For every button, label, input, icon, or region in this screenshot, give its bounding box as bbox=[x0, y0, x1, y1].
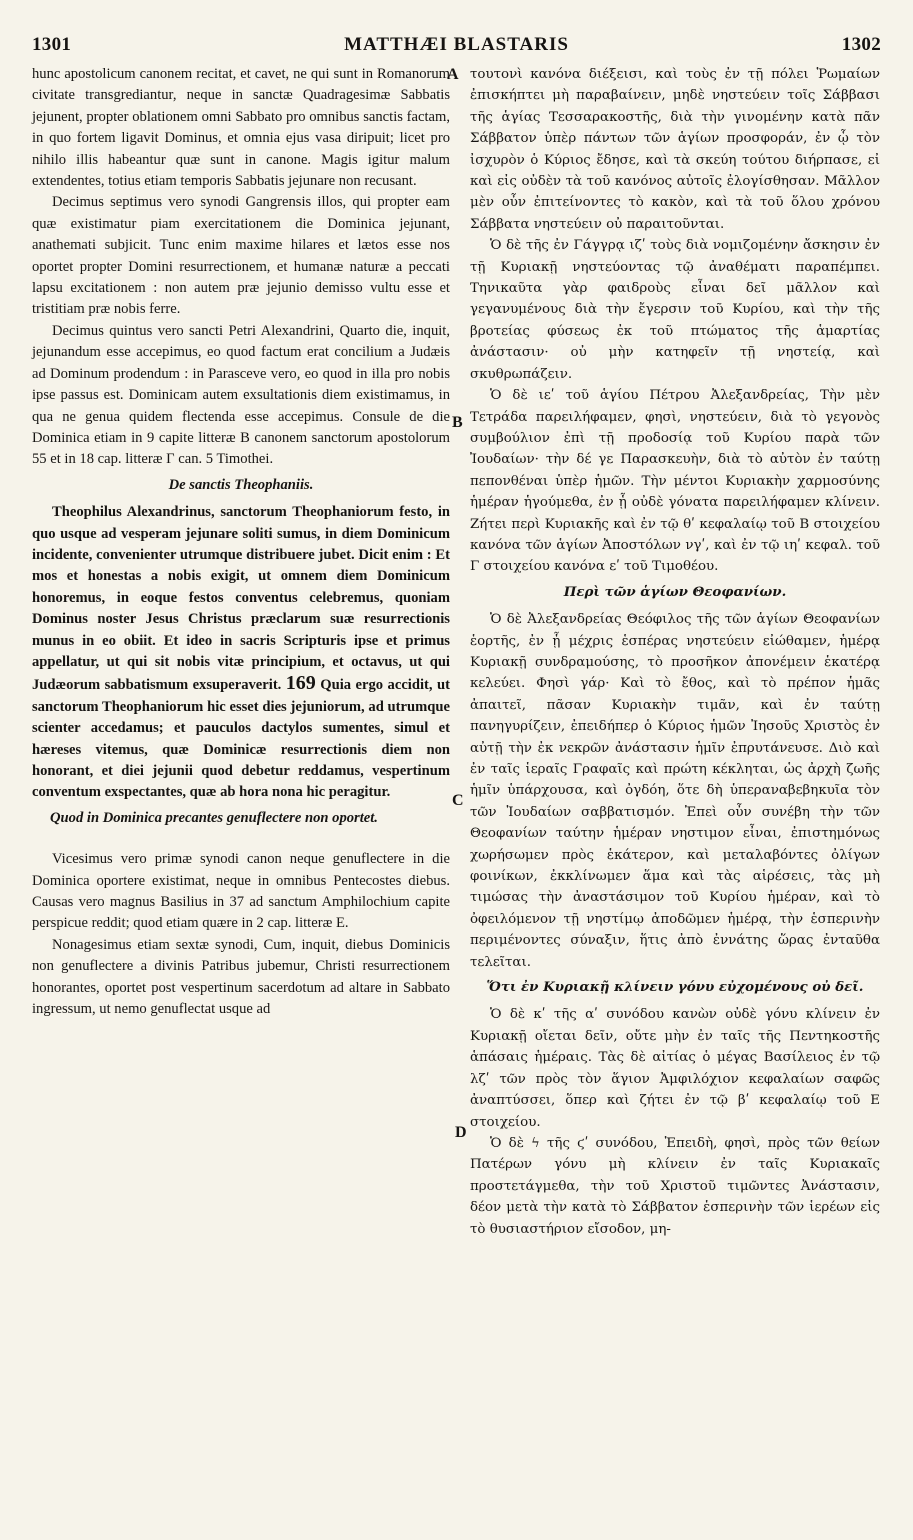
greek-paragraph: Ὁ δὲ ιεʹ τοῦ ἁγίου Πέτρου Ἀλεξανδρείας, Τὴν μὲν Τετράδα παρειλήφαμεν, φησὶ, νηστεύειν, διὰ τὸ γεγονὸς συμβούλιον ἐπὶ τῇ προδοσίᾳ τοῦ Κυρίου παρὰ τῶν Ἰουδαίων· τὴν δέ γε Παρασκευὴν, διὰ τὸ αὐτὸν ἐν ταύτῃ πεπονθέναι ὑπὲρ ἡμῶν. Τὴν μέντοι Κυριακὴν χαρμοσύνης ἡμέραν ἡγούμεθα, ἐν ᾗ οὐδὲ γόνατα παρειλήφαμεν κλίνειν. Ζήτει περὶ Κυριακῆς καὶ ἐν τῷ θʹ κεφαλαίῳ τοῦ Β στοιχείου κανόνα τῶν ἁγίων Ἀποστόλων νγʹ, καὶ ἐν τῷ ιηʹ κεφαλ. τοῦ Γ στοιχείου κανόνα εʹ τοῦ Τιμοθέου. bbox=[470, 388, 880, 575]
margin-letter-b: B bbox=[452, 414, 463, 431]
latin-paragraph: Vicesimus vero primæ synodi canon neque genuflectere in die Dominica oportere existimat, neque in omnibus Pentecostes diebus. Causas vero magnus Basilius in 37 ad sanctum Amphilochium capite perspicue reddit; quod etiam quære in 2 cap. litteræ E. bbox=[32, 851, 450, 932]
latin-section-heading: Quod in Dominica precantes genuflectere non oportet. bbox=[50, 809, 378, 826]
latin-paragraph: Nonagesimus etiam sextæ synodi, Cum, inquit, diebus Dominicis non genuflectere a divinis Patribus jubemur, Christi resurrectionem honorantes, oportet post vespertinum sacerdotum ad altare in Sabbato ingressum, ut nemo genuflectat usque ad bbox=[32, 936, 450, 1018]
greek-paragraph: Ὁ δὲ τῆς ἐν Γάγγρᾳ ιζʹ τοὺς διὰ νομιζομένην ἄσκησιν ἐν τῇ Κυριακῇ νηστεύοντας τῷ ἀναθέματι παραπέμπει. Τηνικαῦτα γὰρ φαιδροὺς εἶναι δεῖ μᾶλλον καὶ γεγανυμένους διὰ τὴν ἔγερσιν τοῦ Κυρίου, καὶ τὴν τῆς βροτείας φύσεως ἐκ τοῦ πτώματος τῆς ἁμαρτίας ἀνάστασιν· οὐ μὴν κατηφεῖν τῇ νηστείᾳ, καὶ σκυθρωπάζειν. bbox=[470, 238, 880, 382]
page-number-left: 1301 bbox=[32, 34, 72, 55]
margin-letter-d: D bbox=[455, 1124, 467, 1141]
latin-paragraph-text: Theophilus Alexandrinus, sanctorum Theophaniorum festo, in quo usque ad vesperam jejunare soliti sumus, in diem Dominicum incidente, convenienter utrumque distribuere jubet. Dicit enim : Et mos et honestas a nobis exigit, ut omnem diem Dominicum honoremus, in eoque festos conventus celebremus, quoniam Dominus noster Jesus Christus præclarum suæ resurrectionis munus in eo obiit. Et ideo in sacris Scripturis ipse et primus appellatur, ut qui sit nobis vitæ principium, et octavus, ut qui Judæorum sabbatismum exsuperaverit. bbox=[32, 504, 450, 694]
page-header bbox=[30, 34, 883, 64]
column-number: 169 bbox=[285, 672, 316, 695]
latin-paragraph: Decimus septimus vero synodi Gangrensis illos, qui propter eam quæ existimatur piam exercitationem die Dominica jejunant, anathemati subjicit. Tunc enim maxime hilares et lætos esse nos oportet propter Domini resurrectionem, et humanæ naturæ a peccati lapsu excitationem : non autem præ jejunio demisso vultu esse et tristitiam præ nobis ferre. bbox=[32, 194, 450, 318]
latin-paragraph-text: Quia ergo accidit, ut sanctorum Theophaniorum hic esset dies jejuniorum, ad utrumque scienter accedamus; et pauculos dactylos sumentes, simul et hæreses vitemus, quæ Dominicæ resurrectionis diem non honorant, et diei jejunii quod debetur reddamus, vespertinum conventum exspectantes, quæ ab hora nona hic peragitur. bbox=[32, 677, 450, 801]
spacer bbox=[32, 835, 450, 849]
page-number-right: 1302 bbox=[841, 34, 881, 55]
margin-letter-c: C bbox=[452, 792, 464, 809]
greek-column bbox=[470, 64, 880, 1240]
greek-paragraph: Ὁ δὲ ϟ τῆς ϛʹ συνόδου, Ἐπειδὴ, φησὶ, πρὸς τῶν θείων Πατέρων γόνυ μὴ κλίνειν ἐν ταῖς Κυριακαῖς προστετάγμεθα, τὴν τοῦ Χριστοῦ τιμῶντες Ἀνάστασιν, δέον μετὰ τὴν κατὰ τὸ Σάββατον ἑσπερινὴν τῶν ἱερέων εἰς τὸ θυσιαστήριον εἴσοδον, μη- bbox=[470, 1135, 880, 1237]
greek-paragraph: Ὁ δὲ Ἀλεξανδρείας Θεόφιλος τῆς τῶν ἁγίων Θεοφανίων ἑορτῆς, ἐν ᾗ μέχρις ἑσπέρας νηστεύειν εἰώθαμεν, ἡμέρᾳ Κυριακῇ συνδραμούσης, τὸ προσῆκον ἀπονέμειν ἑκατέρᾳ κελεύει. Φησὶ γάρ· Καὶ τὸ ἔθος, καὶ τὸ πρέπον ἡμᾶς ἀπαιτεῖ, πᾶσαν Κυριακὴν τιμᾶν, καὶ ἐν ταύτῃ πανηγυρίζειν, ἐπειδήπερ ὁ Κύριος ἡμῶν Ἰησοῦς Χριστὸς ἐν αὐτῇ τὴν ἐκ νεκρῶν ἀνάστασιν ἡμῖν ἐπρυτάνευσε. Διὸ καὶ ἐν ταῖς ἱεραῖς Γραφαῖς καὶ πρώτη κέκληται, ὡς ἀρχὴ ζωῆς ἡμῖν ὑπάρχουσα, καὶ ὀγδόη, ὅτε δὴ ὑπεραναβεβηκυῖα τὸν τῶν Ἰουδαίων σαββατισμόν. Ἐπεὶ οὖν συνέβη τὴν τῶν Θεοφανίων ταύτην ἡμέραν νηστιμον εἶναι, ἐπιστημόνως χωρήσωμεν πρὸς ἑκάτερον, καὶ μεταλαβόντες ὀλίγων φοινίκων, ἐκκλίνωμεν ἅμα καὶ τὰς αἱρέσεις, τὰς μὴ τιμώσας τὴν ἀναστάσιμον τοῦ Κυρίου ἡμέραν, καὶ τὸ ὀφειλόμενον τῇ νηστίμῳ ἀποδῶμεν ἡμέρᾳ, τὴν ἑσπερινὴν περιμένοντες σύναξιν, ἥτις ἀπὸ ἐννάτης ὥρας ἐνταῦθα τελεῖται. bbox=[470, 612, 880, 970]
running-title: MATTHÆI BLASTARIS bbox=[344, 34, 569, 55]
greek-paragraph: τουτονὶ κανόνα διέξεισι, καὶ τοὺς ἐν τῇ πόλει Ῥωμαίων ἐπισκήπτει μὴ παραβαίνειν, μηδὲ νηστεύειν τοῖς Σάββασι τῆς ἁγίας Τεσσαρακοστῆς, διὰ τὴν γινομένην κατὰ πᾶν Σάββατον ὑπὲρ πάντων τῶν ἁγίων προσφοράν, ἐν ᾧ τὸν ἰσχυρὸν ὁ Κύριος ἔδησε, καὶ τὰ σκεύη τούτου διήρπασε, εἰ καὶ εἰς οὐδὲν τὰ τοῦ κανόνος αὐτοῖς ἐλογίσθησαν. Μᾶλλον μὲν οὖν ἐπιτείνοντες τὸ κακὸν, καὶ τὰ τοῦ ὅλου χρόνου Σάββατα νηστεύειν οὐ παραιτοῦνται. bbox=[470, 67, 880, 232]
greek-paragraph: Ὁ δὲ κʹ τῆς αʹ συνόδου κανὼν οὐδὲ γόνυ κλίνειν ἐν Κυριακῇ οἴεται δεῖν, οὔτε μὴν ἐν ταῖς τῆς Πεντηκοστῆς ἁπάσαις ἡμέραις. Τὰς δὲ αἰτίας ὁ μέγας Βασίλειος ἐν τῷ λζʹ τῶν πρὸς τὸν ἅγιον Ἀμφιλόχιον κεφαλαίων σαφῶς ἀναπτύσσει, ὅπερ καὶ ζήτει ἐν τῷ βʹ κεφαλαίῳ τοῦ Ε στοιχείου. bbox=[470, 1007, 880, 1130]
latin-paragraph: Decimus quintus vero sancti Petri Alexandrini, Quarto die, inquit, jejunandum esse accepimus, eo quod factum erat concilium a Judæis ad Dominum prodendum : in Parasceve vero, eo quod in illa pro nobis ipse passus est. Dominicam autem exsultationis diem existimamus, in qua ne genua quidem flectenda esse accepimus. Consule de die Dominica etiam in 9 capite litteræ B canonem sanctorum apostolorum 55 et in 18 cap. litteræ Γ can. 5 Timothei. bbox=[32, 322, 450, 468]
greek-section-heading: Περὶ τῶν ἁγίων Θεοφανίων. bbox=[563, 583, 787, 600]
latin-section-heading: De sanctis Theophaniis. bbox=[168, 476, 314, 493]
margin-letter-a: A bbox=[447, 66, 459, 83]
greek-section-heading: Ὅτι ἐν Κυριακῇ κλίνειν γόνυ εὐχομένους οὐ δεῖ. bbox=[486, 979, 864, 996]
latin-column bbox=[32, 64, 450, 1020]
latin-paragraph bbox=[32, 502, 450, 804]
latin-paragraph: hunc apostolicum canonem recitat, et cavet, ne qui sunt in Romanorum civitate transgrediantur, neque in sanctæ Quadragesimæ Sabbatis jejunent, propter oblationem omni Sabbato pro omnibus sanctis factam, in quo fortem ligavit Dominus, et omnia ejus vasa diripuit; licet pro nihilo illis habeantur quæ sunt in canone. Magis igitur malum extendentes, totius etiam temporis Sabbatis jejunare non recusant. bbox=[32, 66, 450, 190]
